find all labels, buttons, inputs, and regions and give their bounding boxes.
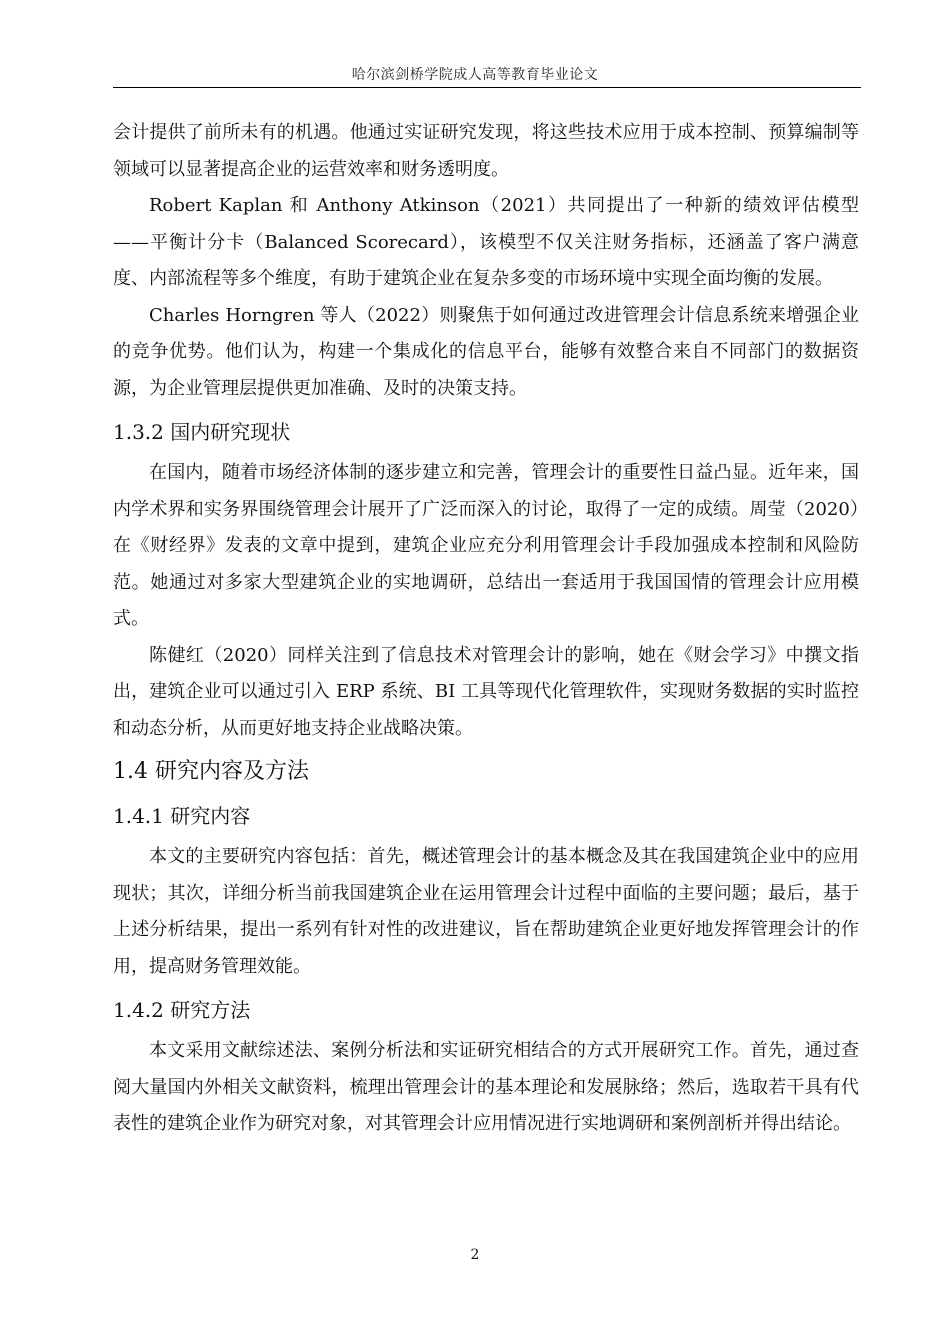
- paragraph-horngren: Charles Horngren 等人（2022）则聚焦于如何通过改进管理会计信息系统来增强企业的竞争优势。他们认为，构建一个集成化的信息平台，能够有效整合来自不同部门的数据资源，为企业管理层提供更加准确、及时的决策支持。: [113, 304, 859, 399]
- running-header: 哈尔滨剑桥学院成人高等教育毕业论文: [351, 67, 599, 83]
- paragraph-domestic-research: 在国内，随着市场经济体制的逐步建立和完善，管理会计的重要性日益凸显。近年来，国内学术界和实务界围绕管理会计展开了广泛而深入的讨论，取得了一定的成绩。周莹（2020）在《财经界》发表的文章中提到，建筑企业应充分利用管理会计手段加强成本控制和风险防范。她通过对多家大型建筑企业的实地调研，总结出一套适用于我国国情的管理会计应用模式。: [113, 462, 859, 629]
- paragraph-chen-jianhong: 陈健红（2020）同样关注到了信息技术对管理会计的影响，她在《财会学习》中撰文指出，建筑企业可以通过引入 ERP 系统、BI 工具等现代化管理软件，实现财务数据的实时监控和动态分析，从而更好地支持企业战略决策。: [113, 644, 859, 739]
- section-heading-1-4-1: 1.4.1 研究内容: [113, 804, 251, 828]
- header-divider: [113, 87, 861, 88]
- section-heading-1-3-2: 1.3.2 国内研究现状: [113, 420, 291, 444]
- paragraph-continued: 会计提供了前所未有的机遇。他通过实证研究发现，将这些技术应用于成本控制、预算编制等领域可以显著提高企业的运营效率和财务透明度。: [113, 122, 859, 180]
- paragraph-research-content: 本文的主要研究内容包括：首先，概述管理会计的基本概念及其在我国建筑企业中的应用现状；其次，详细分析当前我国建筑企业在运用管理会计过程中面临的主要问题；最后，基于上述分析结果，提出一系列有针对性的改进建议，旨在帮助建筑企业更好地发挥管理会计的作用，提高财务管理效能。: [113, 846, 859, 977]
- page-number: 2: [470, 1247, 480, 1263]
- paragraph-kaplan: Robert Kaplan 和 Anthony Atkinson（2021）共同提出了一种新的绩效评估模型——平衡计分卡（Balanced Scorecard），该模型不仅关注财务指标，还涵盖了客户满意度、内部流程等多个维度，有助于建筑企业在复杂多变的市场环境中实现全面均衡的发展。: [113, 195, 859, 289]
- section-heading-1-4-2: 1.4.2 研究方法: [113, 998, 251, 1022]
- document-body: [113, 115, 859, 1143]
- paragraph-research-methods: 本文采用文献综述法、案例分析法和实证研究相结合的方式开展研究工作。首先，通过查阅大量国内外相关文献资料，梳理出管理会计的基本理论和发展脉络；然后，选取若干具有代表性的建筑企业作为研究对象，对其管理会计应用情况进行实地调研和案例剖析并得出结论。: [113, 1040, 859, 1134]
- section-heading-1-4: 1.4 研究内容及方法: [113, 759, 309, 784]
